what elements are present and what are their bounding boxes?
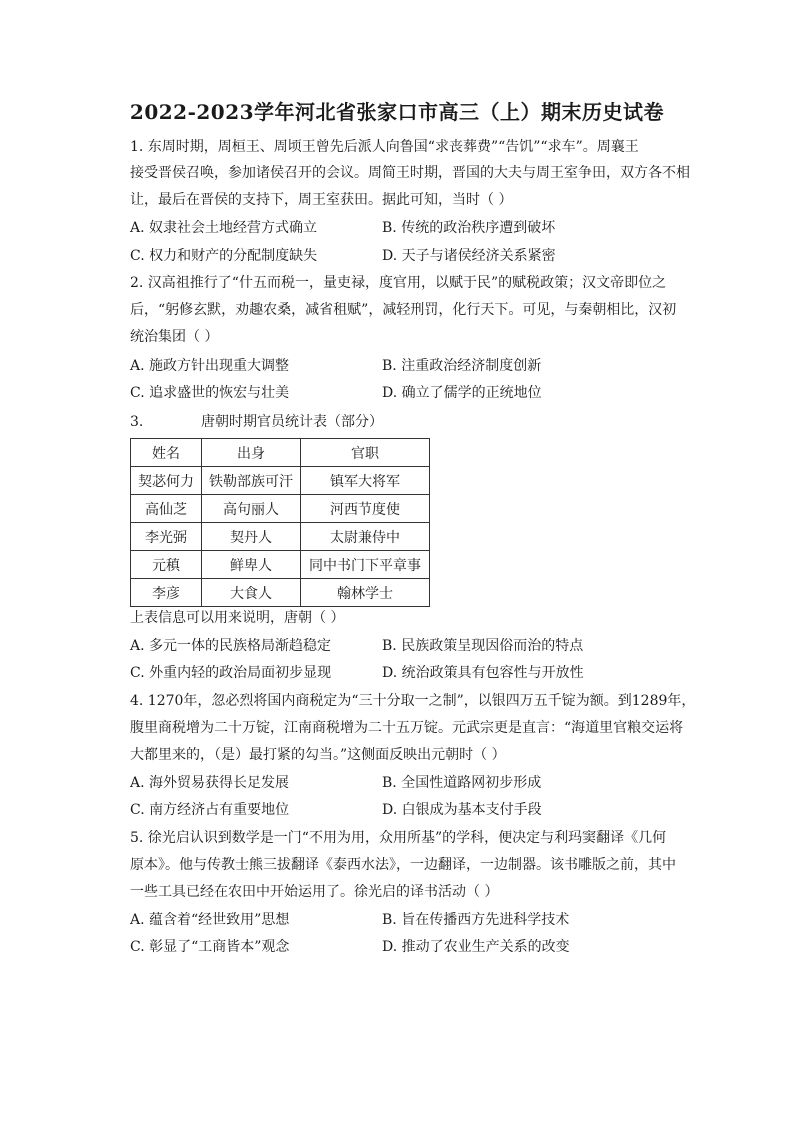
- table-row: [131, 579, 430, 607]
- q5-line-3: 一些工具已经在农田中开始运用了。徐光启的译书活动（ ）: [130, 884, 499, 900]
- table-header-row: [131, 439, 430, 467]
- q3-option-c[interactable]: C. 外重内轻的政治局面初步显现: [130, 665, 332, 681]
- q4-option-c[interactable]: C. 南方经济占有重要地位: [130, 802, 290, 818]
- q2-line-1: 2. 汉高祖推行了“什五而税一，量吏禄，度官用，以赋于民”的赋税政策；汉文帝即位之: [130, 275, 667, 291]
- table-cell: 高仙芝: [131, 495, 202, 523]
- table-cell: 李彦: [131, 579, 202, 607]
- q1-option-c[interactable]: C. 权力和财产的分配制度缺失: [130, 248, 318, 264]
- table-cell: 李光弼: [131, 523, 202, 551]
- q5-option-c[interactable]: C. 彰显了“工商皆本”观念: [130, 939, 290, 955]
- table-row: [131, 523, 430, 551]
- table-row: [131, 551, 430, 579]
- table-row: [131, 467, 430, 495]
- table-row: [131, 495, 430, 523]
- q2-option-b[interactable]: B. 注重政治经济制度创新: [382, 358, 542, 374]
- q1-option-b[interactable]: B. 传统的政治秩序遭到破坏: [382, 220, 556, 236]
- q4-line-1: 4. 1270年，忽必烈将国内商税定为“三十分取一之制”，以银四万五千锭为额。到1289年，: [130, 693, 696, 709]
- q4-line-3: 大都里来的，（是）最打紧的勾当。”这侧面反映出元朝时（ ）: [130, 747, 506, 763]
- table-cell: 同中书门下平章事: [301, 551, 430, 579]
- table-cell: 铁勒部族可汗: [202, 467, 301, 495]
- q3-option-b[interactable]: B. 民族政策呈现因俗而治的特点: [382, 638, 584, 654]
- table-cell: 鲜卑人: [202, 551, 301, 579]
- q3-table-title: 唐朝时期官员统计表（部分）: [201, 414, 383, 430]
- q4-option-a[interactable]: A. 海外贸易获得长足发展: [130, 775, 290, 791]
- q1-line-1: 1. 东周时期，周桓王、周顷王曾先后派人向鲁国“求丧葬费”“告饥”“求车”。周襄王: [130, 139, 639, 155]
- table-cell: 契丹人: [202, 523, 301, 551]
- table-cell: 契苾何力: [131, 467, 202, 495]
- q2-option-a[interactable]: A. 施政方针出现重大调整: [130, 358, 290, 374]
- q4-line-2: 腹里商税增为二十万锭，江南商税增为二十五万锭。元武宗更是直言：“海道里官粮交运将: [130, 720, 684, 736]
- q1-line-3: 让，最后在晋侯的支持下，周王室获田。据此可知，当时（ ）: [130, 192, 513, 208]
- q5-option-a[interactable]: A. 蕴含着“经世致用”思想: [130, 912, 290, 928]
- table-header-cell: 姓名: [131, 439, 202, 467]
- exam-title: 2022-2023学年河北省张家口市高三（上）期末历史试卷: [129, 100, 665, 124]
- q3-option-a[interactable]: A. 多元一体的民族格局渐趋稳定: [130, 638, 332, 654]
- q1-line-2: 接受晋侯召唤，参加诸侯召开的会议。周简王时期，晋国的大夫与周王室争田，双方各不相: [130, 165, 690, 181]
- q2-option-d[interactable]: D. 确立了儒学的正统地位: [382, 385, 542, 401]
- table-cell: 元稹: [131, 551, 202, 579]
- table-cell: 翰林学士: [301, 579, 430, 607]
- q2-line-2: 后，“躬修玄默，劝趣农桑，减省租赋”，减轻刑罚，化行天下。可见，与秦朝相比，汉初: [130, 302, 677, 318]
- table-header-cell: 官职: [301, 439, 430, 467]
- q2-option-c[interactable]: C. 追求盛世的恢宏与壮美: [130, 385, 290, 401]
- q1-option-d[interactable]: D. 天子与诸侯经济关系紧密: [382, 248, 556, 264]
- table-cell: 高句丽人: [202, 495, 301, 523]
- table-header-cell: 出身: [202, 439, 301, 467]
- q4-option-b[interactable]: B. 全国性道路网初步形成: [382, 775, 542, 791]
- q4-option-d[interactable]: D. 白银成为基本支付手段: [382, 802, 542, 818]
- table-cell: 太尉兼侍中: [301, 523, 430, 551]
- q3-number: 3.: [130, 414, 144, 430]
- table-cell: 河西节度使: [301, 495, 430, 523]
- q3-stem: 上表信息可以用来说明，唐朝（ ）: [130, 610, 345, 626]
- q5-line-1: 5. 徐光启认识到数学是一门“不用为用，众用所基”的学科，便决定与利玛窦翻译《几何: [130, 830, 667, 846]
- official-table: [130, 438, 430, 607]
- table-cell: 大食人: [202, 579, 301, 607]
- q3-option-d[interactable]: D. 统治政策具有包容性与开放性: [382, 665, 584, 681]
- q5-line-2: 原本》。他与传教士熊三拔翻译《泰西水法》，一边翻译，一边制器。该书雕版之前，其中: [130, 857, 676, 873]
- q5-option-b[interactable]: B. 旨在传播西方先进科学技术: [382, 912, 570, 928]
- q2-line-3: 统治集团（ ）: [130, 329, 219, 345]
- table-cell: 镇军大将军: [301, 467, 430, 495]
- q1-option-a[interactable]: A. 奴隶社会土地经营方式确立: [130, 220, 318, 236]
- q5-option-d[interactable]: D. 推动了农业生产关系的改变: [382, 939, 570, 955]
